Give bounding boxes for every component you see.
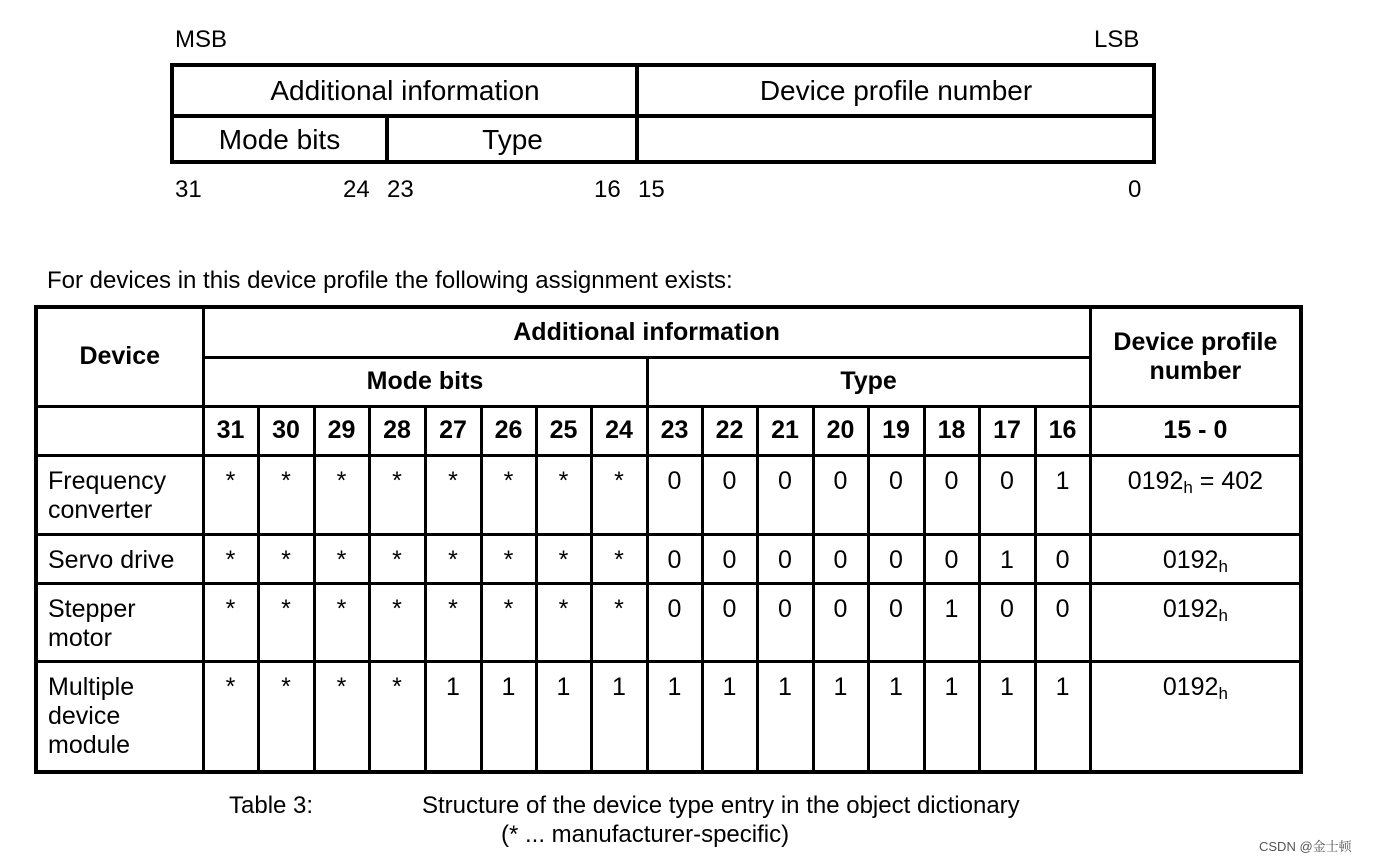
bit-value-cell: * <box>314 455 369 534</box>
bit-value-cell: * <box>591 583 647 661</box>
bit-value-cell: * <box>425 583 481 661</box>
table-caption-label: Table 3: <box>229 792 314 819</box>
bit-value-cell: * <box>314 534 369 583</box>
bit-label-0: 0 <box>1128 176 1142 203</box>
bit-value-cell: * <box>203 534 258 583</box>
bit-value-cell: 1 <box>1035 661 1090 772</box>
hex-subscript: h <box>1218 556 1228 576</box>
bit-value-cell: 0 <box>924 534 979 583</box>
bit-header-cell: 21 <box>757 406 813 455</box>
profile-number-value: 0192 <box>1162 545 1219 574</box>
table-row <box>36 583 1301 661</box>
bit-value-cell: 1 <box>591 661 647 772</box>
bit-value-cell: * <box>536 583 591 661</box>
bit-value-cell: * <box>425 534 481 583</box>
bit-value-cell: 1 <box>924 661 979 772</box>
hex-subscript: h <box>1218 605 1228 625</box>
table-row <box>36 455 1301 534</box>
bit-value-cell: * <box>536 455 591 534</box>
profile-number-cell <box>1090 534 1301 583</box>
device-assignment-table <box>34 305 1303 774</box>
device-profile-number-cell: Device profile number <box>759 75 1033 106</box>
profile-number-cell <box>1090 583 1301 661</box>
bit-value-cell: 0 <box>1035 534 1090 583</box>
bit-value-cell: * <box>536 534 591 583</box>
bit-value-cell: 1 <box>757 661 813 772</box>
bit-value-cell: * <box>203 455 258 534</box>
bit-header-cell: 16 <box>1035 406 1090 455</box>
table-row <box>36 661 1301 772</box>
bit-value-cell: 1 <box>813 661 868 772</box>
bit-value-cell: * <box>258 534 314 583</box>
watermark: CSDN @金士顿 <box>1259 839 1352 854</box>
table-caption-title: Structure of the device type entry in the object dictionary <box>422 792 1020 819</box>
mode-bits-cell: Mode bits <box>218 124 341 155</box>
msb-label: MSB <box>175 26 228 53</box>
bit-number-header-row <box>36 406 1301 455</box>
bit-header-cell: 27 <box>425 406 481 455</box>
diagram-divider-horizontal <box>174 114 1152 118</box>
bit-header-cell: 23 <box>647 406 702 455</box>
device-name-cell: Stepper motor <box>36 583 203 661</box>
device-name-cell: Frequency converter <box>36 455 203 534</box>
bit-value-cell: * <box>481 455 536 534</box>
bit-value-cell: * <box>314 583 369 661</box>
bit-value-cell: 1 <box>979 534 1035 583</box>
bit-header-cell: 18 <box>924 406 979 455</box>
bit-label-16: 16 <box>594 176 621 203</box>
bit-value-cell: 0 <box>647 534 702 583</box>
additional-information-cell: Additional information <box>270 75 540 106</box>
bit-value-cell: 1 <box>425 661 481 772</box>
header-device-empty <box>36 406 203 455</box>
bit-value-cell: 0 <box>979 455 1035 534</box>
bit-header-cell: 29 <box>314 406 369 455</box>
bit-value-cell: * <box>369 534 425 583</box>
bit-value-cell: 0 <box>868 534 924 583</box>
header-device: Device <box>36 307 203 406</box>
bit-value-cell: * <box>258 583 314 661</box>
bit-value-cell: 0 <box>924 455 979 534</box>
profile-number-value: 0192 <box>1162 672 1219 701</box>
device-type-structure-diagram <box>170 63 1156 164</box>
bit-value-cell: * <box>591 534 647 583</box>
bit-header-cell: 24 <box>591 406 647 455</box>
bit-value-cell: 0 <box>813 455 868 534</box>
bit-value-cell: * <box>369 455 425 534</box>
profile-number-cell <box>1090 661 1301 772</box>
profile-number-value: 0192 <box>1162 594 1219 623</box>
bit-value-cell: * <box>258 455 314 534</box>
bit-header-cell: 26 <box>481 406 536 455</box>
profile-number-decimal: = 402 <box>1192 466 1264 495</box>
bit-value-cell: 1 <box>979 661 1035 772</box>
bit-value-cell: 0 <box>647 455 702 534</box>
bit-value-cell: 1 <box>481 661 536 772</box>
bit-value-cell: * <box>591 455 647 534</box>
device-name-cell: Servo drive <box>36 534 203 583</box>
bit-value-cell: 1 <box>536 661 591 772</box>
bit-value-cell: * <box>481 534 536 583</box>
bit-label-15: 15 <box>638 176 665 203</box>
hex-subscript: h <box>1218 683 1228 703</box>
intro-text: For devices in this device profile the following assignment exists: <box>47 267 733 294</box>
bit-value-cell: 0 <box>813 534 868 583</box>
bit-value-cell: * <box>425 455 481 534</box>
header-profile-bits: 15 - 0 <box>1090 406 1301 455</box>
table-caption-note: (* ... manufacturer-specific) <box>501 821 790 848</box>
header-device-profile-number: Device profile number <box>1090 307 1301 406</box>
header-type: Type <box>647 357 1090 406</box>
bit-value-cell: 1 <box>924 583 979 661</box>
bit-value-cell: * <box>203 583 258 661</box>
bit-header-cell: 25 <box>536 406 591 455</box>
header-additional-information: Additional information <box>203 307 1090 357</box>
bit-label-24: 24 <box>343 176 370 203</box>
bit-value-cell: 0 <box>813 583 868 661</box>
diagram-divider-mode-type <box>385 116 389 160</box>
bit-value-cell: 0 <box>868 583 924 661</box>
bit-value-cell: * <box>369 661 425 772</box>
profile-number-value: 0192 <box>1127 466 1184 495</box>
bit-header-cell: 19 <box>868 406 924 455</box>
bit-value-cell: 1 <box>868 661 924 772</box>
type-cell: Type <box>482 124 543 155</box>
bit-value-cell: 0 <box>757 534 813 583</box>
lsb-label: LSB <box>1094 26 1140 53</box>
bit-label-31: 31 <box>175 176 202 203</box>
bit-value-cell: 1 <box>1035 455 1090 534</box>
bit-value-cell: * <box>314 661 369 772</box>
bit-value-cell: 0 <box>868 455 924 534</box>
bit-header-cell: 17 <box>979 406 1035 455</box>
profile-number-cell <box>1090 455 1301 534</box>
profile-empty-cell <box>640 118 1152 162</box>
bit-value-cell: 0 <box>757 455 813 534</box>
bit-value-cell: 0 <box>757 583 813 661</box>
bit-value-cell: 0 <box>979 583 1035 661</box>
diagram-divider-center <box>635 67 639 160</box>
bit-header-cell: 31 <box>203 406 258 455</box>
hex-subscript: h <box>1183 477 1193 497</box>
bit-header-cell: 30 <box>258 406 314 455</box>
bit-value-cell: * <box>369 583 425 661</box>
bit-value-cell: 1 <box>702 661 757 772</box>
bit-value-cell: 0 <box>702 583 757 661</box>
bit-value-cell: * <box>481 583 536 661</box>
bit-value-cell: * <box>203 661 258 772</box>
bit-header-cell: 20 <box>813 406 868 455</box>
device-name-cell: Multiple device module <box>36 661 203 772</box>
bit-header-cell: 22 <box>702 406 757 455</box>
bit-value-cell: 0 <box>702 534 757 583</box>
bit-label-23: 23 <box>387 176 414 203</box>
bit-value-cell: * <box>258 661 314 772</box>
bit-value-cell: 1 <box>647 661 702 772</box>
table-row <box>36 534 1301 583</box>
header-mode-bits: Mode bits <box>203 357 647 406</box>
bit-value-cell: 0 <box>1035 583 1090 661</box>
bit-header-cell: 28 <box>369 406 425 455</box>
bit-value-cell: 0 <box>702 455 757 534</box>
bit-value-cell: 0 <box>647 583 702 661</box>
